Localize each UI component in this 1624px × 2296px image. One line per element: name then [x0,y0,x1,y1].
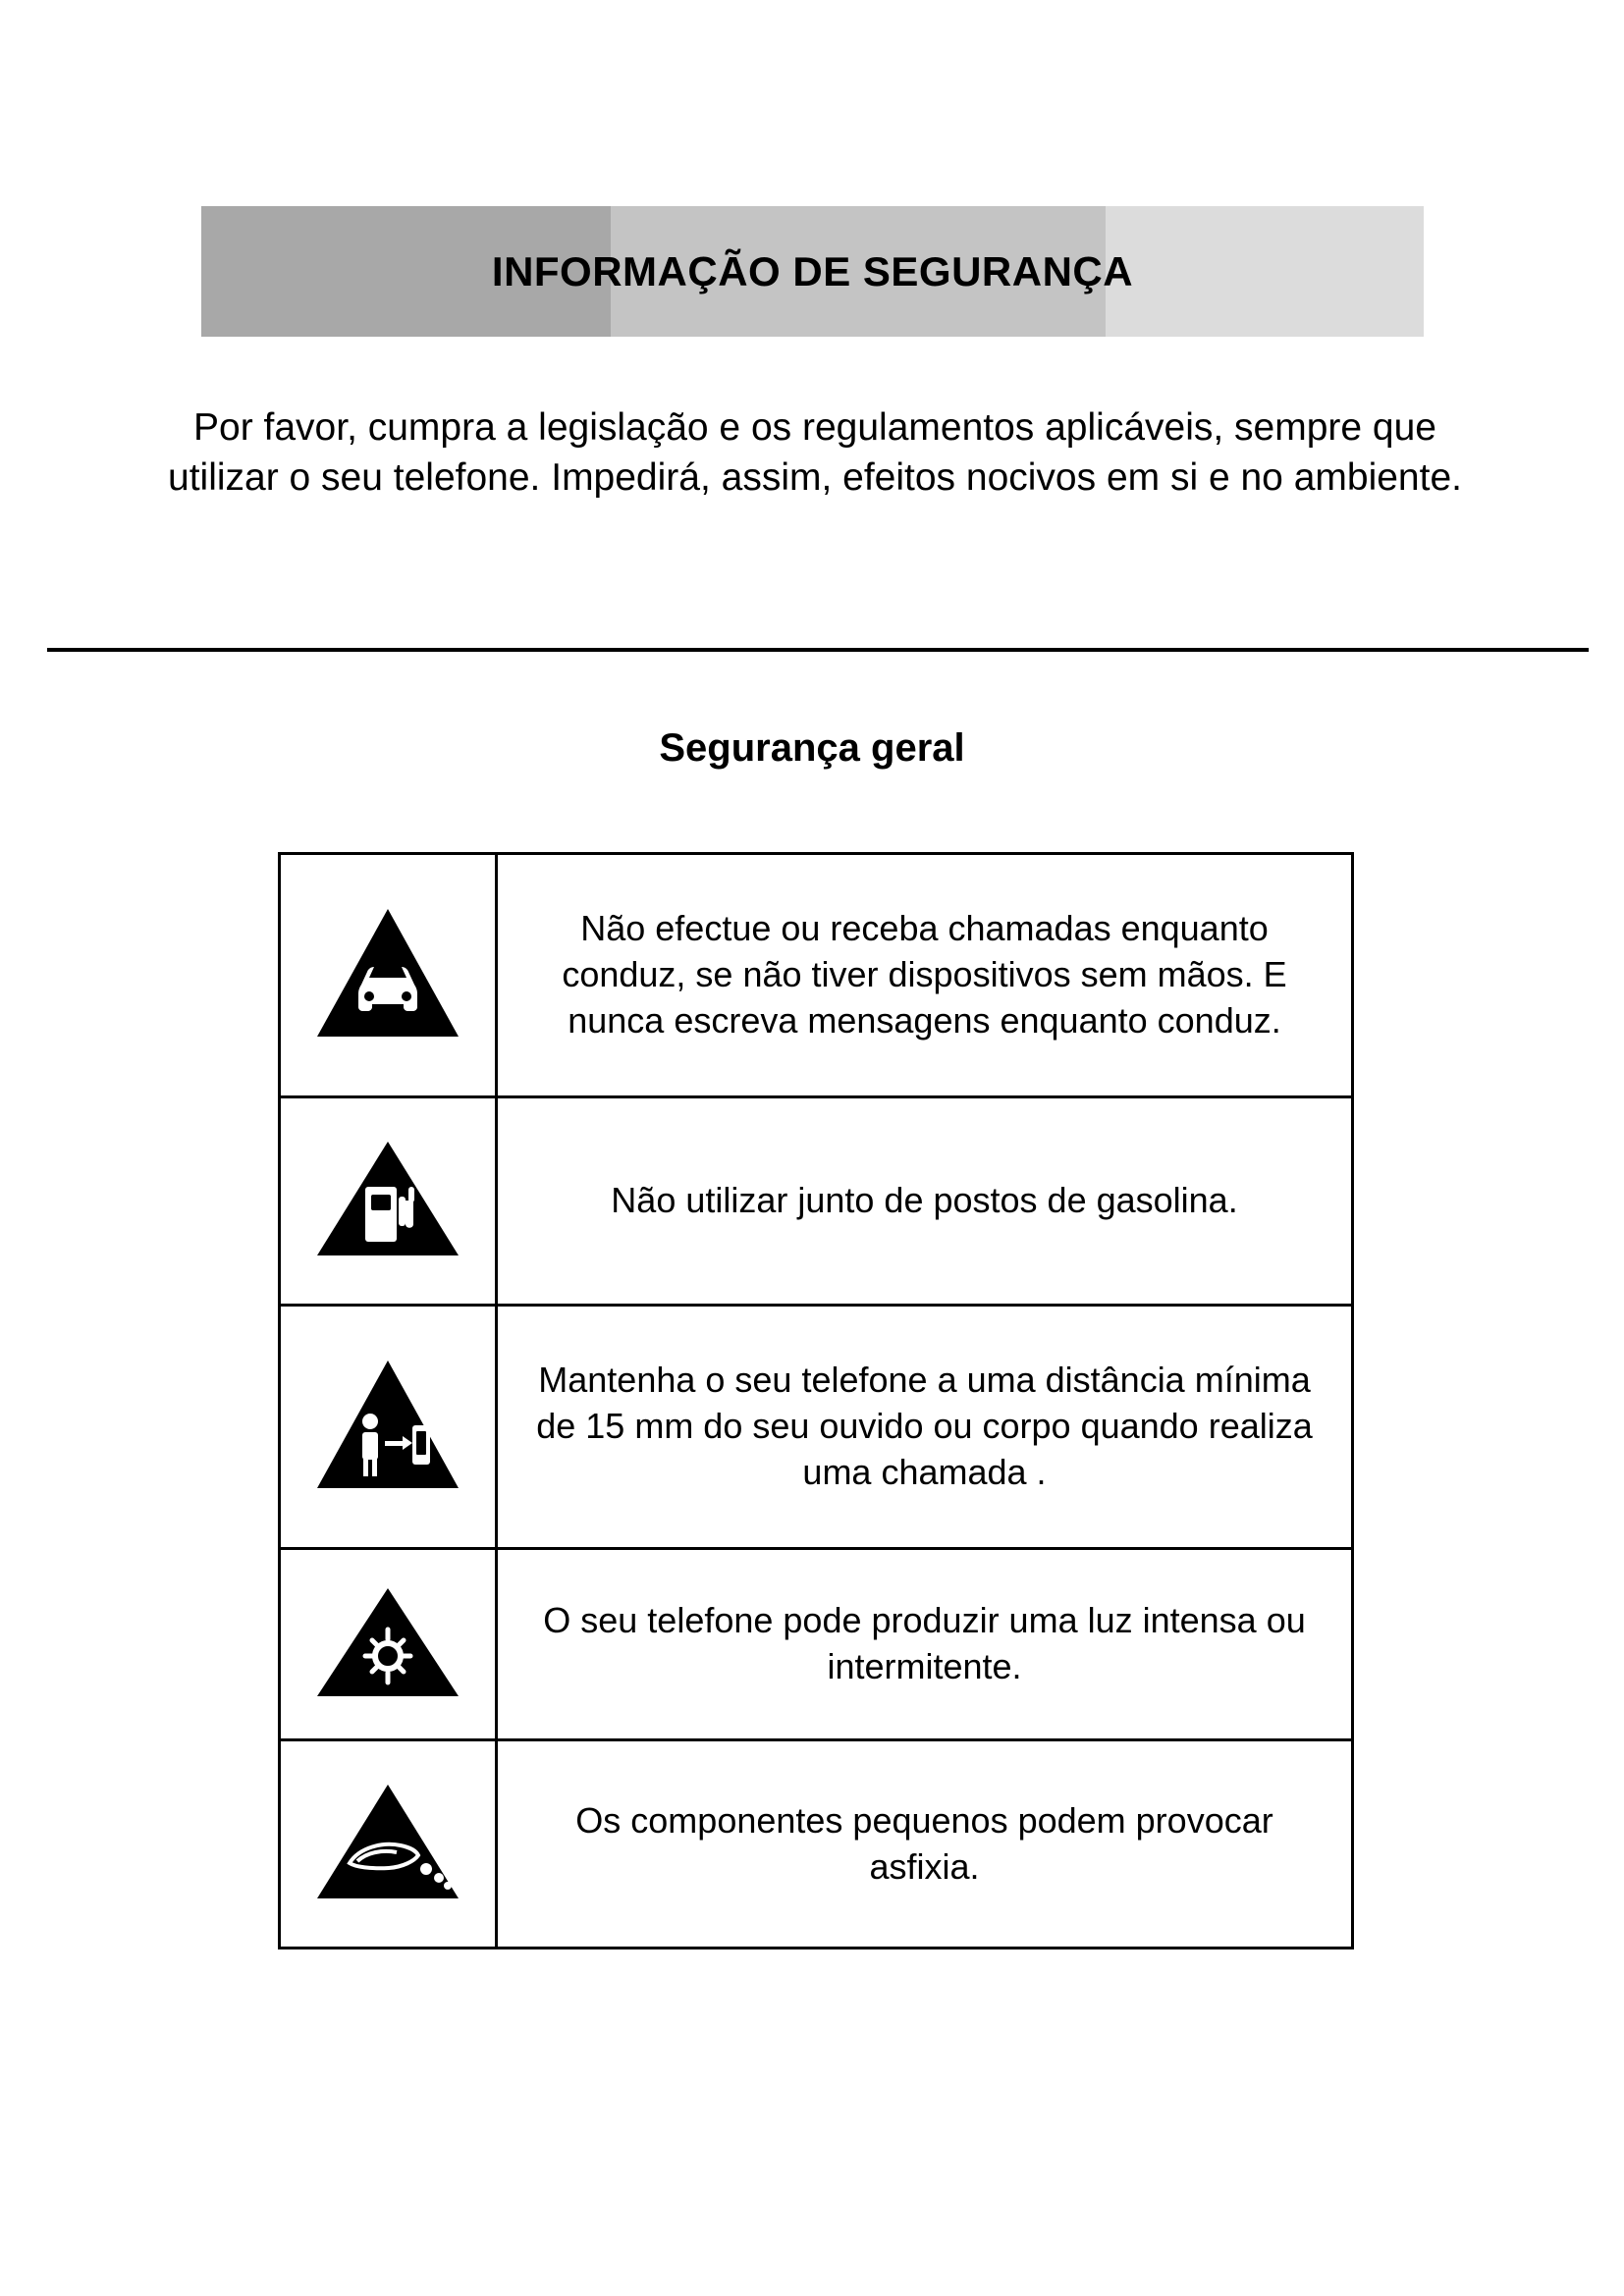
warning-triangle-bright-light-icon [314,1582,461,1702]
title-banner [201,206,1424,337]
warning-triangle-fuel-pump-icon [314,1136,461,1261]
horizontal-divider [47,648,1589,652]
intro-paragraph: Por favor, cumpra a legislação e os regulamentos aplicáveis, sempre que utilizar o seu telefone. Impedirá, assim, efeitos nocivos em si e no ambiente. [168,406,1462,500]
page-title: INFORMAÇÃO DE SEGURANÇA [491,247,1134,294]
safety-text: O seu telefone pode produzir uma luz intensa ou intermitente. [497,1549,1353,1740]
safety-text: Não efectue ou receba chamadas enquanto conduz, se não tiver dispositivos sem mãos. E nunca escreva mensagens enquanto conduz. [497,854,1353,1097]
table-row [280,1097,1353,1306]
table-row [280,854,1353,1097]
warning-triangle-choking-hazard-icon [314,1779,461,1904]
table-row [280,1740,1353,1949]
warning-triangle-car-icon [314,903,461,1042]
icon-cell [280,1306,497,1549]
safety-table [278,852,1354,1949]
table-row [280,1549,1353,1740]
icon-cell [280,1549,497,1740]
safety-text: Não utilizar junto de postos de gasolina. [497,1097,1353,1306]
icon-cell [280,1097,497,1306]
icon-cell [280,1740,497,1949]
table-row [280,1306,1353,1549]
icon-cell [280,854,497,1097]
section-heading: Segurança geral [659,726,965,770]
safety-text: Mantenha o seu telefone a uma distância mínima de 15 mm do seu ouvido ou corpo quando realiza uma chamada . [497,1306,1353,1549]
warning-triangle-body-distance-icon [314,1355,461,1494]
safety-text: Os componentes pequenos podem provocar asfixia. [497,1740,1353,1949]
